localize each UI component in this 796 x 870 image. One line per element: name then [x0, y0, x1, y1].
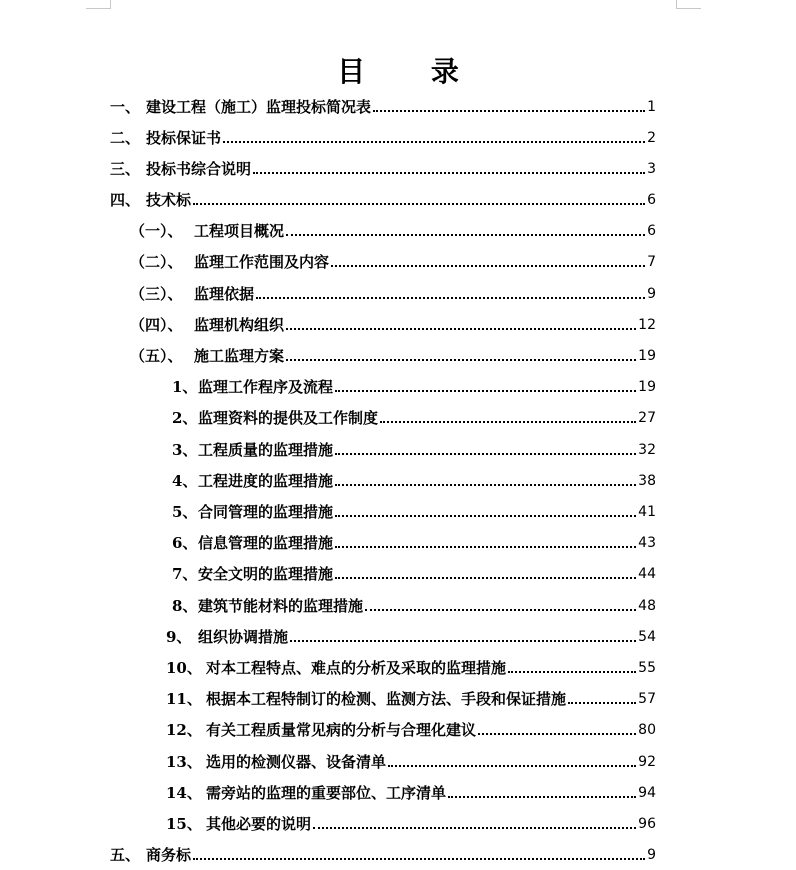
toc-entry-title: 监理机构组织 [194, 316, 285, 334]
toc-dot-leader [335, 484, 636, 486]
toc-dot-leader [478, 733, 636, 735]
toc-entry[interactable] [172, 563, 656, 585]
toc-entry-title: 工程质量的监理措施 [198, 441, 334, 459]
toc-entry-title: 需旁站的监理的重要部位、工序清单 [206, 784, 447, 802]
toc-dot-leader [286, 328, 636, 330]
toc-page-number: 94 [638, 785, 656, 801]
toc-page-number: 6 [647, 223, 656, 239]
toc-page-number: 96 [638, 816, 656, 832]
toc-entry-number: 8、 [172, 597, 198, 615]
toc-entry[interactable] [166, 719, 656, 741]
toc-entry-number: 15、 [166, 815, 202, 833]
toc-dot-leader [508, 671, 636, 673]
toc-entry[interactable] [110, 127, 656, 149]
toc-entry-number: 三、 [110, 160, 141, 178]
toc-entry-title: 建筑节能材料的监理措施 [198, 597, 364, 615]
toc-entry-title: 安全文明的监理措施 [198, 565, 334, 583]
toc-entry-number: （二）、 [130, 253, 183, 271]
toc-dot-leader [335, 515, 636, 517]
toc-page-number: 92 [638, 754, 656, 770]
toc-entry[interactable] [166, 813, 656, 835]
toc-dot-leader [335, 546, 636, 548]
toc-entry[interactable] [130, 283, 656, 305]
toc-dot-leader [193, 203, 645, 205]
toc-dot-leader [286, 359, 636, 361]
toc-entry-number: 6、 [172, 534, 198, 552]
toc-page-number: 80 [638, 722, 656, 738]
toc-page-number: 43 [638, 535, 656, 551]
toc-dot-leader [193, 858, 645, 860]
toc-entry-title: 投标保证书 [146, 129, 222, 147]
toc-page-number: 19 [638, 379, 656, 395]
toc-dot-leader [448, 796, 636, 798]
toc-entry-number: 4、 [172, 472, 198, 490]
toc-page-number: 9 [647, 286, 656, 302]
toc-page-number: 27 [638, 410, 656, 426]
toc-entry[interactable] [130, 314, 656, 336]
toc-entry-number: 五、 [110, 846, 141, 864]
toc-entry[interactable] [172, 595, 656, 617]
toc-page-number: 9 [647, 847, 656, 863]
toc-page-number: 55 [638, 660, 656, 676]
toc-entry-title: 信息管理的监理措施 [198, 534, 334, 552]
toc-entry-number: 13、 [166, 753, 202, 771]
toc-entry-title: 工程进度的监理措施 [198, 472, 334, 490]
toc-entry-title: 商务标 [146, 846, 192, 864]
toc-entry-number: （三）、 [130, 285, 183, 303]
toc-page-number: 2 [647, 130, 656, 146]
toc-page-number: 57 [638, 691, 656, 707]
toc-entry-title: 其他必要的说明 [206, 815, 312, 833]
toc-entry-number: 四、 [110, 191, 141, 209]
toc-page-number: 44 [638, 566, 656, 582]
toc-page-number: 32 [638, 442, 656, 458]
toc-entry[interactable] [166, 782, 656, 804]
toc-entry-number: 10、 [166, 659, 202, 677]
toc-dot-leader [290, 640, 636, 642]
toc-entry[interactable] [172, 439, 656, 461]
toc-entry[interactable] [110, 96, 656, 118]
toc-entry-title: 根据本工程特制订的检测、监测方法、手段和保证措施 [206, 690, 567, 708]
toc-dot-leader [253, 172, 645, 174]
toc-entry-title: 监理工作程序及流程 [198, 378, 334, 396]
toc-entry[interactable] [172, 376, 656, 398]
toc-entry[interactable] [172, 501, 656, 523]
toc-entry-number: 11、 [166, 690, 202, 708]
toc-entry[interactable] [172, 407, 656, 429]
toc-dot-leader [223, 141, 645, 143]
toc-page-number: 3 [647, 161, 656, 177]
toc-entry-title: 有关工程质量常见病的分析与合理化建议 [206, 721, 477, 739]
toc-dot-leader [568, 702, 636, 704]
toc-entry-title: 监理依据 [194, 285, 255, 303]
toc-entry[interactable] [110, 844, 656, 866]
toc-entry[interactable] [130, 345, 656, 367]
toc-dot-leader [331, 265, 645, 267]
toc-entry-title: 组织协调措施 [198, 628, 289, 646]
toc-entry-number: 14、 [166, 784, 202, 802]
toc-entry[interactable] [166, 751, 656, 773]
toc-entry-number: （一）、 [130, 222, 183, 240]
toc-entry[interactable] [110, 189, 656, 211]
toc-entry-number: 7、 [172, 565, 198, 583]
toc-entry-title: 建设工程（施工）监理投标简况表 [146, 98, 372, 116]
toc-dot-leader [286, 234, 645, 236]
toc-entry[interactable] [166, 688, 656, 710]
toc-dot-leader [335, 453, 636, 455]
toc-entry-title: 选用的检测仪器、设备清单 [206, 753, 387, 771]
toc-page-number: 7 [647, 254, 656, 270]
toc-dot-leader [335, 577, 636, 579]
toc-page-number: 19 [638, 348, 656, 364]
toc-entry-title: 对本工程特点、难点的分析及采取的监理措施 [206, 659, 507, 677]
toc-page-number: 38 [638, 473, 656, 489]
toc-entry-title: 监理资料的提供及工作制度 [198, 409, 379, 427]
toc-entry-number: 1、 [172, 378, 198, 396]
toc-page-number: 54 [638, 629, 656, 645]
toc-entry-number: 9、 [166, 628, 192, 646]
toc-entry-title: 投标书综合说明 [146, 160, 252, 178]
toc-dot-leader [365, 609, 636, 611]
toc-entry-number: 2、 [172, 409, 198, 427]
toc-dot-leader [313, 827, 636, 829]
page-corner-mark-left [86, 0, 111, 9]
page-title: 目 录 [337, 55, 487, 88]
toc-entry-number: （四）、 [130, 316, 183, 334]
toc-entry[interactable] [130, 220, 656, 242]
toc-dot-leader [335, 390, 636, 392]
toc-entry-title: 技术标 [146, 191, 192, 209]
toc-entry[interactable] [166, 657, 656, 679]
toc-entry-title: 施工监理方案 [194, 347, 285, 365]
toc-entry-title: 监理工作范围及内容 [194, 253, 330, 271]
toc-entry-number: 一、 [110, 98, 141, 116]
toc-page-number: 48 [638, 598, 656, 614]
toc-entry[interactable] [110, 158, 656, 180]
toc-dot-leader [380, 421, 636, 423]
toc-entry-number: 3、 [172, 441, 198, 459]
toc-page-number: 1 [647, 99, 656, 115]
toc-dot-leader [373, 110, 645, 112]
toc-entry-number: 5、 [172, 503, 198, 521]
toc-dot-leader [256, 297, 645, 299]
toc-entry-number: 二、 [110, 129, 141, 147]
toc-entry[interactable] [130, 251, 656, 273]
toc-entry-title: 合同管理的监理措施 [198, 503, 334, 521]
toc-dot-leader [388, 765, 636, 767]
toc-entry-number: （五）、 [130, 347, 183, 365]
page-corner-mark-right [676, 0, 701, 9]
toc-page-number: 6 [647, 192, 656, 208]
toc-entry[interactable] [172, 532, 656, 554]
toc-page-number: 12 [638, 317, 656, 333]
toc-page-number: 41 [638, 504, 656, 520]
toc-entry-title: 工程项目概况 [194, 222, 285, 240]
toc-entry[interactable] [166, 626, 656, 648]
toc-entry-number: 12、 [166, 721, 202, 739]
toc-entry[interactable] [172, 470, 656, 492]
